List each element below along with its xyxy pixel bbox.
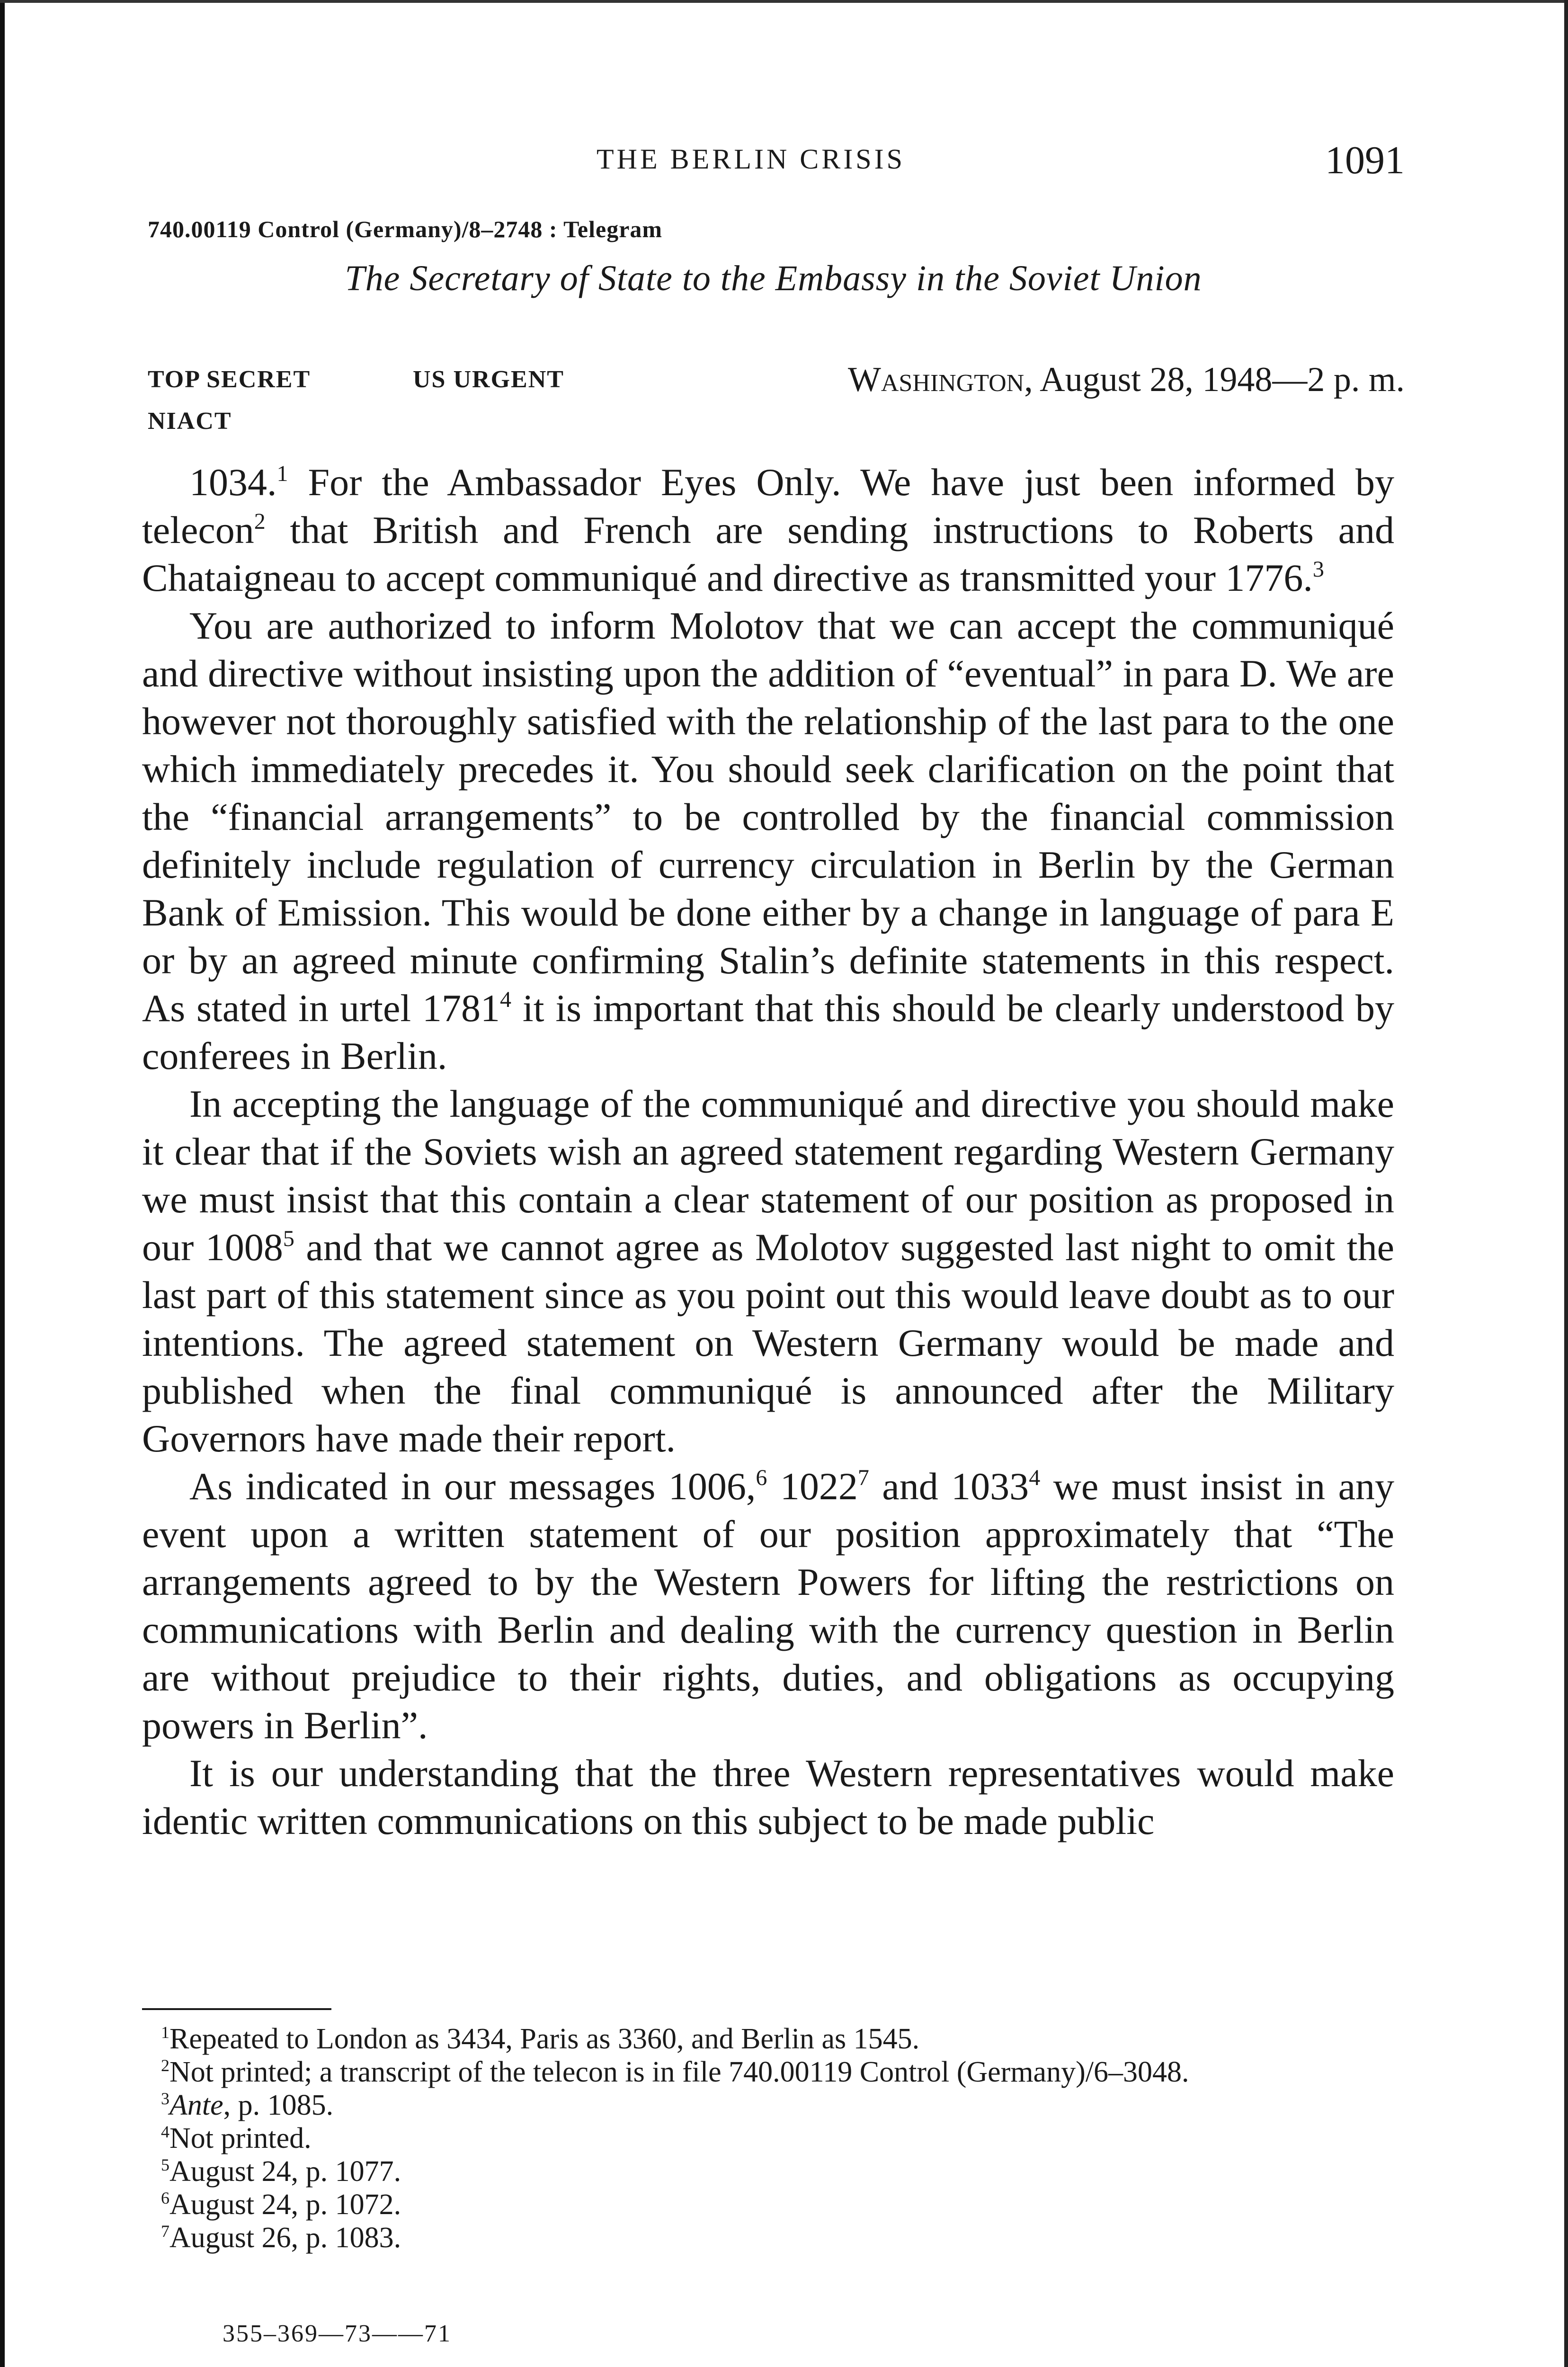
paragraph-text: In accepting the language of the communiqué and directive you should make it clear that if the Soviets wish an agreed statement regarding Western Germany we must insist that this contain a clear statement of our position as proposed in our 1008 [142, 1082, 1394, 1269]
footnote-ref: 2 [254, 509, 266, 534]
printer-imprint: 355–369—73——71 [223, 2320, 452, 2347]
footnote-text: Not printed; a transcript of the telecon is in file 740.00119 Control (Germany)/6–3048. [169, 2056, 1189, 2088]
footnote-ref: 6 [756, 1465, 767, 1490]
footnote-text: Not printed. [169, 2122, 312, 2154]
footnote-4 [142, 2122, 1394, 2155]
telegram-body [142, 458, 1394, 1845]
footnote-ref: 7 [857, 1465, 869, 1490]
footnote-text: August 24, p. 1077. [169, 2155, 401, 2188]
footnote-ref: 4 [500, 987, 512, 1012]
footnote-text: , p. 1085. [223, 2089, 334, 2121]
document-title: The Secretary of State to the Embassy in the Soviet Union [345, 258, 1202, 298]
footnote-mark: 2 [161, 2056, 169, 2075]
footnote-mark: 1 [161, 2023, 169, 2042]
footnote-6 [142, 2188, 1394, 2221]
footnote-mark: 6 [161, 2189, 169, 2207]
paragraph-text: that British and French are sending instructions to Roberts and Chataigneau to accept communiqué and directive as transmitted your 1776. [142, 508, 1394, 599]
footnote-1 [142, 2022, 1394, 2056]
page-number: 1091 [1325, 138, 1405, 182]
paragraph-5 [142, 1749, 1394, 1845]
paragraph-1 [142, 458, 1394, 602]
scan-edge-top [0, 0, 1568, 3]
paragraph-text: it is important that this should be clearly understood by conferees in Berlin. [142, 987, 1394, 1077]
footnote-text: August 24, p. 1072. [169, 2189, 401, 2221]
footnote-mark: 5 [161, 2155, 169, 2174]
footnote-5 [142, 2155, 1394, 2188]
paragraph-text: For the Ambassador Eyes Only. We have just been informed by telecon [142, 461, 1394, 552]
footnote-text: August 26, p. 1083. [169, 2222, 401, 2254]
footnote-ref-ante: Ante [169, 2089, 223, 2121]
paragraph-text: and 1033 [869, 1465, 1029, 1508]
footnote-mark: 4 [161, 2122, 169, 2141]
paragraph-3 [142, 1080, 1394, 1462]
message-number: 1034. [189, 461, 277, 504]
running-title: THE BERLIN CRISIS [597, 143, 906, 175]
urgency-label: US URGENT [413, 366, 564, 393]
footnote-ref: 3 [1312, 557, 1324, 582]
dateline-place: Washington [847, 360, 1025, 399]
footnote-7 [142, 2221, 1394, 2254]
paragraph-text: It is our understanding that the three Western representatives would make identic written communications on this subject to be made public [142, 1752, 1394, 1842]
dateline [848, 360, 1405, 400]
scan-edge-right [1564, 0, 1568, 2367]
paragraph-text: 1022 [767, 1465, 858, 1508]
file-reference: 740.00119 Control (Germany)/8–2748 : Telegram [148, 216, 663, 242]
footnote-divider [142, 2008, 331, 2010]
scan-edge-left [0, 0, 5, 2367]
footnote-mark: 7 [161, 2222, 169, 2241]
footnotes [142, 2022, 1394, 2254]
footnote-3 [142, 2089, 1394, 2122]
footnote-text: Repeated to London as 3434, Paris as 3360, and Berlin as 1545. [169, 2023, 920, 2055]
dateline-date: , August 28, 1948—2 p. m. [1024, 360, 1405, 399]
running-head [142, 137, 1405, 185]
footnote-mark: 3 [161, 2089, 169, 2108]
paragraph-text: we must insist in any event upon a written statement of our position approximately that “The arrangements agreed to by the Western Powers for lifting the restrictions on communications with Berlin and dealing with the currency question in Berlin are without prejudice to their rights, duties, and obligations as occupying powers in Berlin”. [142, 1465, 1395, 1747]
paragraph-text: and that we cannot agree as Molotov suggested last night to omit the last part of this statement since as you point out this would leave doubt as to our intentions. The agreed statement on Western Germany would be made and published when the final communiqué is announced after the Military Governors have made their report. [142, 1226, 1394, 1460]
footnote-ref: 1 [276, 461, 288, 486]
paragraph-4 [142, 1462, 1394, 1749]
footnote-2 [142, 2056, 1394, 2089]
footnote-ref: 4 [1029, 1465, 1041, 1490]
paragraph-2 [142, 602, 1394, 1080]
paragraph-text: You are authorized to inform Molotov that we can accept the communiqué and directive without insisting upon the addition of “eventual” in para D. We are however not thoroughly satisfied with the relationship of the last para to the one which immediately precedes it. You should seek clarification on the point that the “financial arrangements” to be controlled by the financial commission definitely include regulation of currency circulation in Berlin by the German Bank of Emission. This would be done either by a change in language of para E or by an agreed minute confirming Stalin’s definite statements in this respect. As stated in urtel 1781 [142, 604, 1394, 1030]
top-secret-label: TOP SECRET [148, 366, 311, 393]
footnote-ref: 5 [283, 1226, 294, 1251]
paragraph-text: As indicated in our messages 1006, [189, 1465, 756, 1508]
classification-block [148, 360, 1405, 454]
niact-label: NIACT [148, 408, 232, 435]
